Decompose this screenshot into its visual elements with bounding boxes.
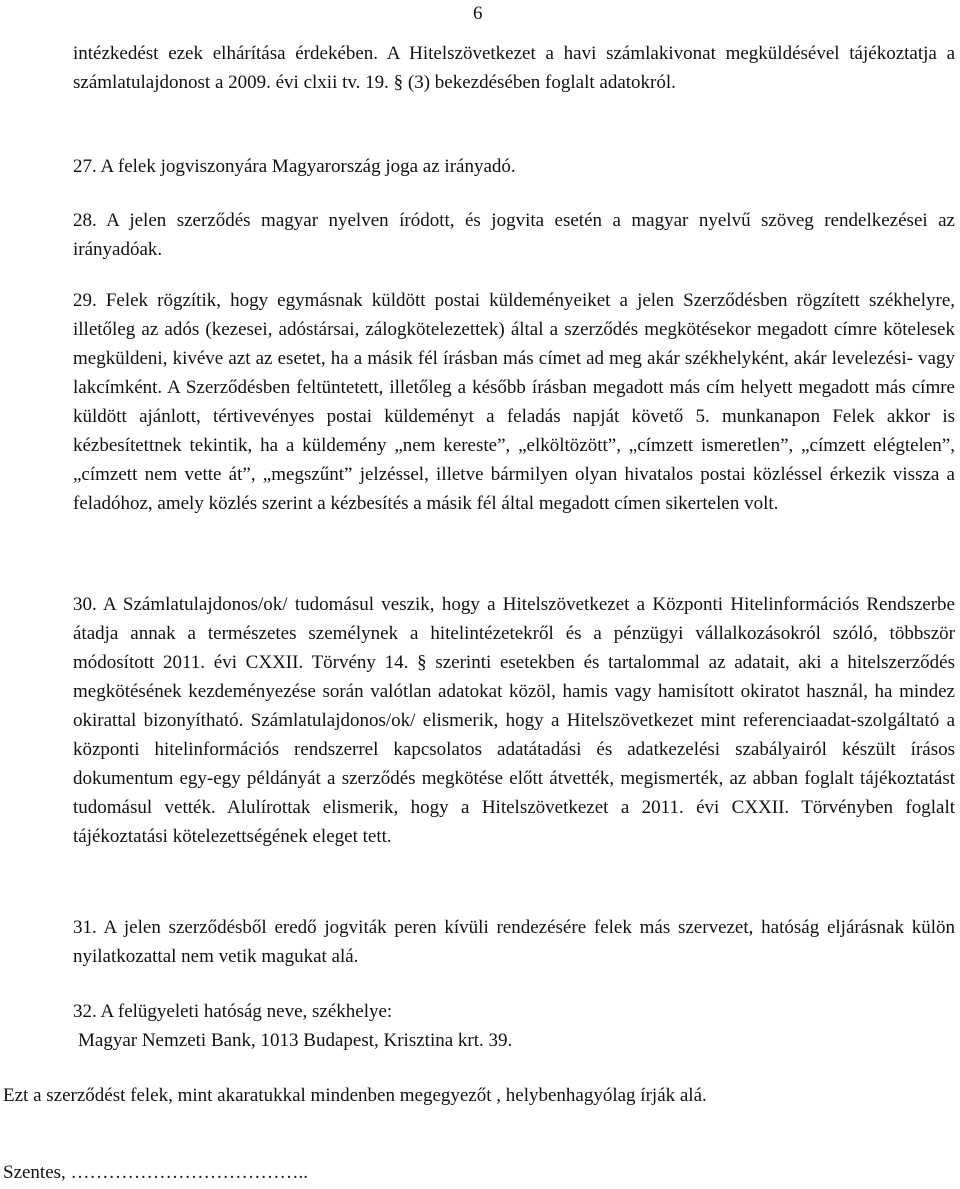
signature-place-date: Szentes, ………………………………..	[3, 1162, 309, 1183]
paragraph-32	[73, 998, 955, 1055]
supervisory-authority: Magyar Nemzeti Bank, 1013 Budapest, Krisztina krt. 39.	[78, 1029, 513, 1051]
paragraph-32-heading: 32. A felügyeleti hatóság neve, székhelye:	[73, 1001, 393, 1022]
paragraph-30: 30. A Számlatulajdonos/ok/ tudomásul veszik, hogy a Hitelszövetkezet a Központi Hitelinformációs Rendszerbe átadja annak a természetes személynek a hitelintézetekről és a pénzügyi vállalkozásokról szóló, többször módosított 2011. évi CXXII. Törvény 14. § szerinti esetekben és tartalommal az adatait, aki a hitelszerződés megkötésének kezdeményezése során valótlan adatokat közöl, hamis vagy hamisított okiratot használ, ha mindez okirattal bizonyítható. Számlatulajdonos/ok/ elismerik, hogy a Hitelszövetkezet mint referenciaadat-szolgáltató a központi hitelinformációs rendszerrel kapcsolatos adatátadási és adatkezelési szabályairól készült írásos dokumentum egy-egy példányát a szerződés megkötése előtt átvették, megismerték, az abban foglalt tájékoztatást tudomásul vették. Alulírottak elismerik, hogy a Hitelszövetkezet a 2011. évi CXXII. Törvényben foglalt tájékoztatási kötelezettségének eleget tett.	[73, 594, 955, 847]
paragraph-intro: intézkedést ezek elhárítása érdekében. A Hitelszövetkezet a havi számlakivonat megküldésével tájékoztatja a számlatulajdonost a 2009. évi clxii tv. 19. § (3) bekezdésében foglalt adatokról.	[73, 43, 955, 93]
paragraph-29: 29. Felek rögzítik, hogy egymásnak küldött postai küldeményeiket a jelen Szerződésben rögzített székhelyre, illetőleg az adós (kezesei, adóstársai, zálogkötelezettek) által a szerződés megkötésekor megadott címre kötelesek megküldeni, kivéve azt az esetet, ha a másik fél írásban más címet ad meg akár székhelyként, akár levelezési- vagy lakcímként. A Szerződésben feltüntetett, illetőleg a később írásban megadott más cím helyett megadott más címre küldött ajánlott, tértivevényes postai küldeményt a feladás napját követő 5. munkanapon Felek akkor is kézbesítettnek tekintik, ha a küldemény „nem kereste”, „elköltözött”, „címzett ismeretlen”, „címzett elégtelen”, „címzett nem vette át”, „megszűnt” jelzéssel, illetve bármilyen olyan hivatalos postai közléssel érkezik vissza a feladóhoz, amely közlés szerint a kézbesítés a másik fél által megadott címen sikertelen volt.	[73, 290, 955, 514]
paragraph-27: 27. A felek jogviszonyára Magyarország joga az irányadó.	[73, 156, 516, 177]
paragraph-31: 31. A jelen szerződésből eredő jogviták peren kívüli rendezésére felek más szervezet, hatóság eljárásnak külön nyilatkozattal nem vetik magukat alá.	[73, 917, 955, 967]
closing-statement: Ezt a szerződést felek, mint akaratukkal mindenben megegyezőt , helybenhagyólag írják alá.	[3, 1085, 707, 1106]
paragraph-28: 28. A jelen szerződés magyar nyelven íródott, és jogvita esetén a magyar nyelvű szöveg rendelkezései az irányadóak.	[73, 210, 955, 260]
page-number: 6	[473, 3, 483, 24]
